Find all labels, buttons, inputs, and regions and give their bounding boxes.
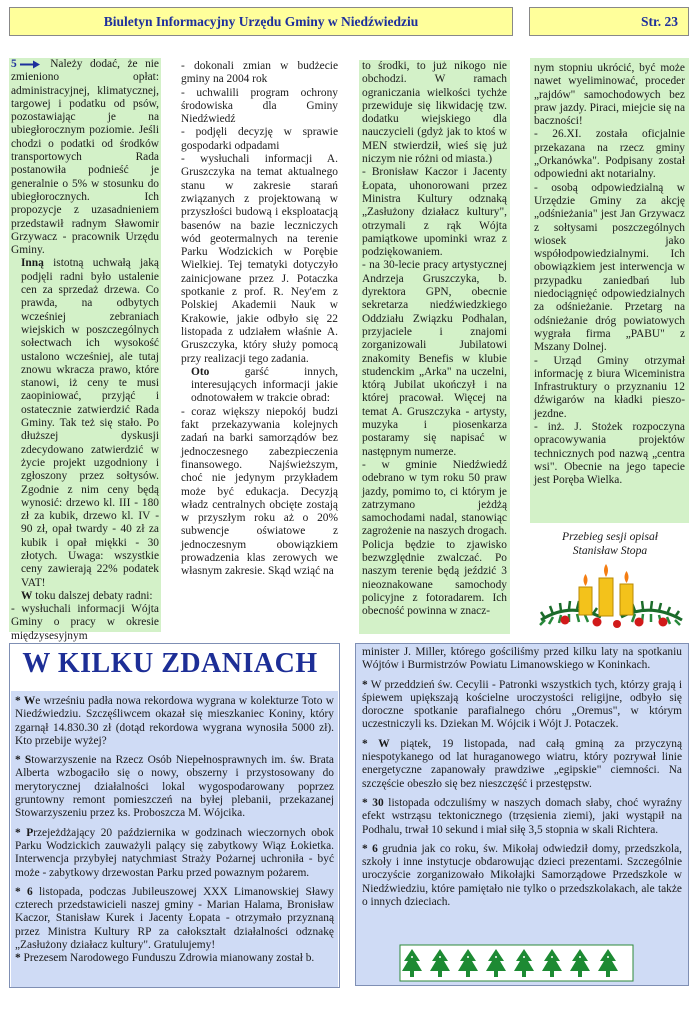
caption-line-1: Przebieg sesji opisał	[562, 530, 658, 543]
news-item	[362, 646, 682, 673]
section-title: W KILKU ZDANIACH	[22, 648, 318, 679]
paragraph: - wysłuchali informacji Wójta Gminy o pracy w okresie międzysesyjnym	[11, 603, 159, 642]
news-item-text: towarzyszenie na Rzecz Osób Niepełnosprawnych im. św. Brata Alberta wzbogaciło się o nowy, obszerny i przystosowany do merytorycznej działalności lokal wygospodarowany poprzez gruntowny remont pomieszczeń na byłej plebanii, przekazanej Stowarzyszeniu przez ks. Proboszcza M. Wójcika.	[15, 754, 334, 820]
paragraph-text: garść innych, interesujących informacji jakie odnotowałem w trakcie obrad:	[191, 365, 338, 405]
news-item-text: Prezesem Narodowego Funduszu Zdrowia mianowany został b.	[20, 952, 315, 965]
news-item-lead: * W	[362, 737, 390, 750]
continuation-number: 5	[11, 58, 17, 70]
paragraph: - wysłuchali informacji A. Gruszczyka na temat aktualnego stanu w zakresie starań związanych z projektowaną w przyszłości budową i eksploatacją basenów na bazie leczniczych wód geotermalnych na terenie Parku Wodzickich w Porębie Wielkiej. Tej tematyki dotyczyło zainicjowane przez J. Potaczka spotkanie z prof. R. Ney'em z Polskiej Akademii Nauk w Krakowie, jakie odbyło się 22 listopada z udziałem właśnie A. Gruszczyka, który służy pomocą przy realizacji tego zadania.	[181, 153, 338, 365]
paragraph: - osobą odpowiedzialną w Urzędzie Gminy za akcję „odśnieżania" jest Jan Grzywacz z sołtysami poszczególnych wiosek jako współodpowiedzialnymi. Ich obowiązkiem jest interwencja w przypadku zaniedbań lub niedociągnięć odpowiedzialnych za odśnieżanie. Przetarg na odśnieżanie dróg powiatowych wygrała firma „PABU" z Mszany Dolnej.	[534, 181, 685, 354]
news-in-brief-right	[355, 643, 689, 986]
paragraph: - uchwalili program ochrony środowiska dla Gminy Niedźwiedź	[181, 86, 338, 126]
paragraph: - Bronisław Kaczor i Jacenty Łopata, uhonorowani przez Ministra Kultury odznaką „Zasłużony działacz kultury", otrzymali z rąk Wójta pamiątkowe upominki wraz z podziękowaniem.	[362, 166, 507, 259]
bulletin-title-text: Biuletyn Informacyjny Urzędu Gminy w Niedźwiedziu	[103, 13, 419, 29]
candle-middle	[599, 564, 613, 616]
news-item-text: minister J. Miller, którego gościliśmy przed kilku laty na spotkaniu Wójtów i Burmistrzów Powiatu Limanowskiego w Koninkach.	[362, 646, 682, 672]
news-item	[15, 952, 334, 965]
news-item-text: listopada, podczas Jubileuszowej XXX Limanowskiej Sławy czterech przedstawicieli naszej gminy - Marian Halama, Bronisław Kaczor, Stanisław Kurek i Jacenty Łopata - otrzymało przyznaną przez Ministra Kultury RP za całokształt działalności odznakę „Zasłużony działacz kultury". Gratulujemy!	[15, 885, 334, 952]
paragraph-lead: Inną	[21, 257, 44, 270]
paragraph: - podjęli decyzję w sprawie gospodarki odpadami	[181, 126, 338, 152]
news-item-lead: * 30	[362, 796, 384, 809]
paragraph: to środki, to już nikogo nie obchodzi. W ramach ograniczania wielkości tychże przewiduje się likwidację tzw. dodatku wiejskiego dla nauczycieli (gdyż jak to ktoś w MEN stwierdził, wieś się już niczym nie różni od miasta.)	[362, 60, 507, 166]
paragraph: - coraz większy niepokój budzi fakt przekazywania kolejnych zadań na barki samorządów bez jednoczesnego zabezpieczenia finansowego. Najświeższym, choć nie jedynym przykładem może być edukacja. Decyzją władz centralnych obcięte zostają w przyszłym roku aż o 20% subwencje oświatowe z jednoczesnym obowiązkiem prowadzenia klas zerowych we własnym zakresie. Skąd wziąć na	[181, 405, 338, 578]
news-item-lead: * P	[15, 826, 34, 839]
news-item-lead: * W	[15, 695, 36, 707]
news-item-text: piątek, 19 listopada, nad całą gminą za przyczyną niespotykanego od lat huraganowego wiatru, który pozrywał linie energetyczne zapanowały prawdziwe „egipskie" ciemności. Na szczęście obeszło się bez nieszczęść i przestępstw.	[362, 737, 682, 790]
bulletin-title	[9, 7, 513, 36]
news-item-lead: * S	[15, 754, 32, 767]
news-item-text: W przeddzień św. Cecylii - Patronki wszystkich tych, którzy grają i śpiewem upiększają kościelne uroczystości religijne, odbyło się doroczne spotkanie parafialnego chóru „Oremus", w którym uczestniczyli ks. Dziekan M. Wójcik i Wójt J. Potaczek.	[362, 678, 682, 731]
author-caption	[540, 530, 680, 558]
article-column-1	[9, 58, 161, 642]
paragraph-lead: Oto	[191, 365, 210, 378]
news-item-text: listopada odczuliśmy w naszych domach słaby, choć wyraźny efekt wstrząsu tektonicznego (trzęsienia ziemi), jaki wystąpił na Podhalu, trwał 10 sekund i miał siłę 3,5 stopnia w skali Richtera.	[362, 796, 683, 836]
article-column-3	[359, 60, 510, 634]
christmas-trees-border	[400, 945, 633, 981]
arrow-right-icon	[19, 60, 41, 69]
news-item-lead: *	[15, 952, 21, 965]
news-item-lead: * 6	[15, 885, 33, 898]
paragraph	[11, 590, 159, 603]
paragraph: nym stopniu ukrócić, być może nawet wyeliminować, proceder „rajdów" samochodowych bez praw jazdy. Piraci, miejcie się na baczności!	[534, 62, 685, 128]
news-item	[362, 679, 682, 732]
paragraph-lead: W	[21, 589, 33, 602]
article-column-4	[530, 58, 689, 523]
paragraph	[11, 58, 159, 257]
news-in-brief-left	[11, 691, 338, 987]
christmas-candles-illustration	[539, 562, 684, 630]
news-item-lead: *	[362, 678, 368, 691]
news-item-text: rzejeżdżający 20 października w godzinach wieczornych obok Parku Wodzickich zauważyli palący się zabytkowy Wiąz Łokietka. Interwencja przybyłej natychmiast Straży Pożarnej uchroniła - być może - zabytkowy drzewostan Parku przed powaznym pożarem.	[15, 826, 334, 879]
news-item-text: e wrześniu padła nowa rekordowa wygrana w kolekturze Toto w Niedźwiedziu. Szczęśliwcem okazał się mieszkaniec Koniny, który zgarnął 14.830.30 zł (dotąd rekordowa wygrana wynosiła 5000 zł). Kto przebije wyżej?	[15, 695, 334, 747]
news-item-text: grudnia jak co roku, św. Mikołaj odwiedził domy, przedszkola, szkoły i inne instytucje obdarowując dzieci prezentami. Szczególnie uroczyście zorganizowało Mikołajki Samorządowe Przedszkole w Niedźwiedziu, które pamiętało nie tylko o przedszkolakach, ale także o innych dzieciach.	[362, 842, 682, 909]
news-item	[362, 738, 682, 791]
article-column-2	[181, 60, 338, 634]
news-item	[362, 797, 682, 837]
page-number	[529, 7, 689, 36]
paragraph: - 26.XI. została oficjalnie przekazana na rzecz gminy „Orkanówka". Podpisany został odpowiedni akt notarialny.	[534, 128, 685, 181]
paragraph: - inż. J. Stożek rozpoczyna opracowywania projektów technicznych pod nazwą „centra wsi". Obecnie na jego tapecie jest Poręba Wielka.	[534, 421, 685, 487]
candle-right	[620, 571, 633, 615]
paragraph-text: istotną uchwałą jaką podjęli radni było ustalenie cen za sprzedaż drzewa. Co prawda, na odbytych wcześniej zebraniach wiejskich w poszczególnych sołectwach ich wysokość ustalono wcześniej, ale tutaj znowu wkracza prawo, które stanowi, iż ceny te musi zaopiniować, przyjąć i ostatecznie zatwierdzić Rada Gminy. Tak też się stało. Po dłuższej dyskusji zdecydowano zatwierdzić w życie projekt uzgodniony i zgłoszony przez sołtysów. Zgodnie z nim ceny będą wynosić: drzewo kl. III - 180 zł za kubik, drzewo kl. IV - 90 zł, opał twardy - 40 zł za kubik i opał miękki - 30 złotych. Uwaga: wszystkie ceny zawierają 22% podatek VAT!	[21, 257, 159, 589]
paragraph: - na 30-lecie pracy artystycznej Andrzeja Gruszczyka, b. dyrektora GPN, obecnie sekretarza niedźwiedzkiego Oddziału Związku Podhalan, przyjaciele i znajomi zorganizowali Jubilatowi znakomity Benefis w klubie studenckim „Arka" na uczelni, którą Jubilat ukończył i na której pracował. Więcej na temat A. Gruszczyka - artysty, muzyka i piosenkarza postaramy się napisać w następnym numerze.	[362, 259, 507, 458]
news-item	[15, 827, 334, 880]
news-item	[362, 843, 682, 909]
paragraph	[181, 366, 338, 406]
paragraph-text: toku dalszej debaty radni:	[35, 589, 153, 602]
paragraph: - Urząd Gminy otrzymał informację z biura Wiceministra Infrastruktury o przyznaniu 12 dźwigarów na kładki pieszo-jezdne.	[534, 354, 685, 420]
candle-left	[579, 574, 592, 615]
news-item-lead: * 6	[362, 842, 378, 855]
caption-author: Stanisław Stopa	[572, 544, 648, 557]
paragraph: - dokonali zmian w budżecie gminy na 2004 rok	[181, 60, 338, 86]
paragraph-text: Należy dodać, że nie zmieniono opłat: administracyjnej, klimatycznej, targowej i podatku od psów, pozostawiając je na ubiegłorocznym poziomie. Jeśli chodzi o podatki od środków transportowych Rada postanowiła podnieść je generalnie o 5% w stosunku do ubiegłorocznych. Ich propozycje z uzasadnieniem przedstawił radnym Sławomir Grzywacz - pracownik Urzędu Gminy.	[11, 58, 159, 257]
news-item	[15, 695, 334, 748]
news-item	[15, 754, 334, 820]
news-item	[15, 886, 334, 952]
paragraph: - w gminie Niedźwiedź odebrano w tym roku 50 praw jazdy, pomimo to, ci którym je zatrzymano jeżdżą samochodami nadal, stanowiąc zagrożenie na naszych drogach. Policja będzie to zjawisko bezwzględnie zwalczać. Po naszym terenie będą jeździć 3 nieoznakowane samochody policyjne z fotoradarem. Ich obecność powinna w znacz-	[362, 458, 507, 618]
paragraph	[11, 257, 159, 589]
page-number-text: Str. 23	[640, 13, 678, 29]
